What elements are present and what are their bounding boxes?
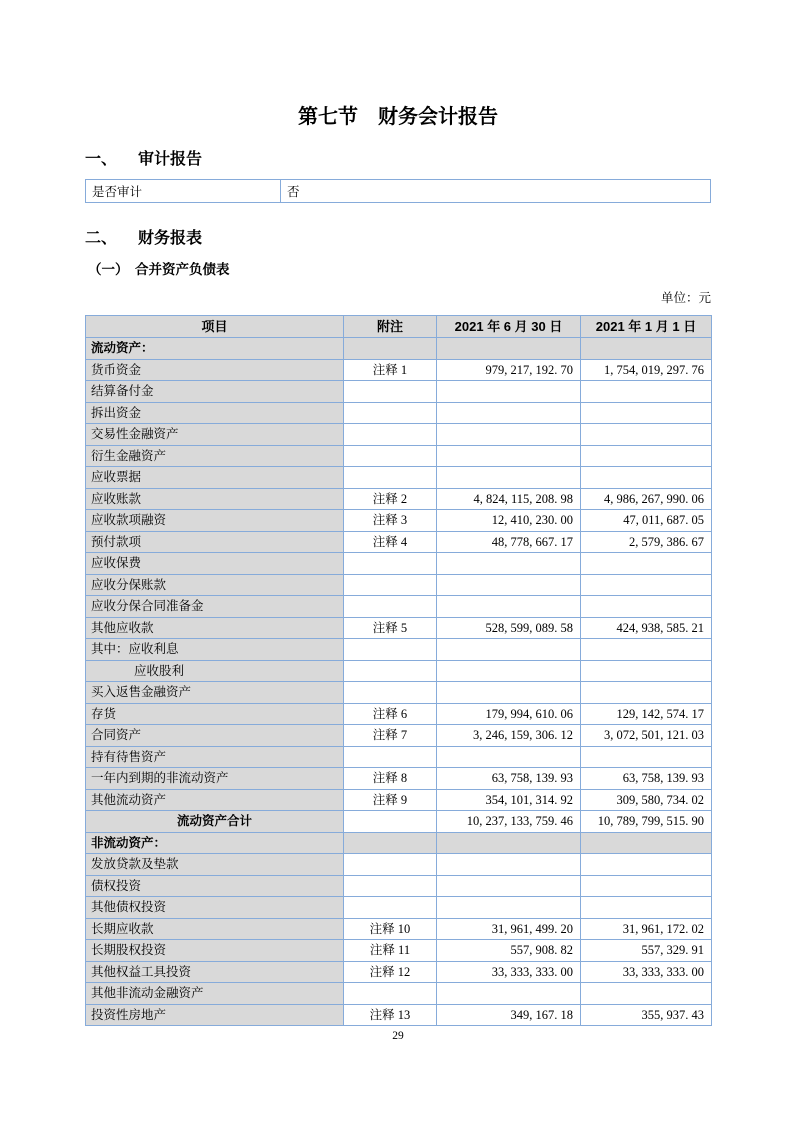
item-cell: 其他权益工具投资	[86, 961, 344, 983]
value-prior-cell: 1, 754, 019, 297. 76	[581, 359, 712, 381]
table-row	[86, 617, 712, 639]
page-number: 29	[392, 1030, 404, 1042]
table-row	[86, 424, 712, 446]
value-prior-cell: 424, 938, 585. 21	[581, 617, 712, 639]
value-current-cell	[437, 402, 581, 424]
note-cell	[344, 875, 437, 897]
value-current-cell: 179, 994, 610. 06	[437, 703, 581, 725]
table-row	[86, 961, 712, 983]
note-cell	[344, 660, 437, 682]
value-prior-cell	[581, 875, 712, 897]
table-row	[86, 510, 712, 532]
item-cell: 合同资产	[86, 725, 344, 747]
balance-sheet-table	[85, 315, 712, 1026]
value-prior-cell: 557, 329. 91	[581, 940, 712, 962]
item-cell: 应收保费	[86, 553, 344, 575]
heading-statements-number: 二、	[85, 230, 118, 247]
value-prior-cell	[581, 338, 712, 360]
heading-audit-number: 一、	[85, 151, 118, 168]
table-row	[86, 180, 711, 203]
value-prior-cell	[581, 682, 712, 704]
table-row	[86, 467, 712, 489]
table-row	[86, 768, 712, 790]
value-prior-cell	[581, 574, 712, 596]
value-current-cell	[437, 424, 581, 446]
note-cell: 注释 7	[344, 725, 437, 747]
page-title	[85, 0, 711, 130]
table-row	[86, 381, 712, 403]
item-cell: 其他应收款	[86, 617, 344, 639]
value-prior-cell	[581, 983, 712, 1005]
item-cell: 应收账款	[86, 488, 344, 510]
value-prior-cell	[581, 660, 712, 682]
table-row	[86, 682, 712, 704]
note-cell	[344, 445, 437, 467]
value-prior-cell	[581, 553, 712, 575]
item-cell: 投资性房地产	[86, 1004, 344, 1026]
heading-statements-label: 财务报表	[138, 230, 203, 247]
value-prior-cell: 309, 580, 734. 02	[581, 789, 712, 811]
column-header-date-prior: 2021 年 1 月 1 日	[581, 316, 712, 338]
column-header-date-current: 2021 年 6 月 30 日	[437, 316, 581, 338]
item-cell: 非流动资产：	[86, 832, 344, 854]
item-cell: 应收票据	[86, 467, 344, 489]
value-current-cell: 354, 101, 314. 92	[437, 789, 581, 811]
note-cell: 注释 13	[344, 1004, 437, 1026]
item-cell: 结算备付金	[86, 381, 344, 403]
item-cell: 交易性金融资产	[86, 424, 344, 446]
note-cell	[344, 596, 437, 618]
table-row	[86, 1004, 712, 1026]
note-cell: 注释 6	[344, 703, 437, 725]
table-row	[86, 897, 712, 919]
item-cell: 其他非流动金融资产	[86, 983, 344, 1005]
note-cell	[344, 424, 437, 446]
value-current-cell	[437, 660, 581, 682]
value-current-cell	[437, 875, 581, 897]
note-cell: 注释 4	[344, 531, 437, 553]
value-current-cell: 979, 217, 192. 70	[437, 359, 581, 381]
heading-audit-label: 审计报告	[138, 151, 203, 168]
value-prior-cell: 3, 072, 501, 121. 03	[581, 725, 712, 747]
value-current-cell: 10, 237, 133, 759. 46	[437, 811, 581, 833]
note-cell: 注释 10	[344, 918, 437, 940]
table-row	[86, 703, 712, 725]
heading-financial-statements	[85, 230, 711, 248]
value-current-cell: 31, 961, 499. 20	[437, 918, 581, 940]
value-current-cell: 528, 599, 089. 58	[437, 617, 581, 639]
value-prior-cell: 47, 011, 687. 05	[581, 510, 712, 532]
value-prior-cell: 4, 986, 267, 990. 06	[581, 488, 712, 510]
table-row	[86, 359, 712, 381]
item-cell: 应收股利	[86, 660, 344, 682]
audit-question-cell: 是否审计	[86, 180, 281, 203]
value-prior-cell: 2, 579, 386. 67	[581, 531, 712, 553]
item-cell: 存货	[86, 703, 344, 725]
note-cell	[344, 381, 437, 403]
note-cell: 注释 12	[344, 961, 437, 983]
item-cell: 其他债权投资	[86, 897, 344, 919]
item-cell: 长期股权投资	[86, 940, 344, 962]
value-current-cell	[437, 639, 581, 661]
item-cell: 应收分保账款	[86, 574, 344, 596]
value-prior-cell: 10, 789, 799, 515. 90	[581, 811, 712, 833]
table-row	[86, 832, 712, 854]
value-current-cell	[437, 897, 581, 919]
value-prior-cell	[581, 596, 712, 618]
item-cell: 长期应收款	[86, 918, 344, 940]
note-cell	[344, 746, 437, 768]
item-cell: 衍生金融资产	[86, 445, 344, 467]
table-row	[86, 918, 712, 940]
value-current-cell: 3, 246, 159, 306. 12	[437, 725, 581, 747]
note-cell: 注释 9	[344, 789, 437, 811]
note-cell: 注释 2	[344, 488, 437, 510]
table-row	[86, 445, 712, 467]
table-row	[86, 488, 712, 510]
note-cell	[344, 854, 437, 876]
audit-table	[85, 179, 711, 203]
table-row	[86, 940, 712, 962]
value-current-cell	[437, 338, 581, 360]
section-title-text: 财务会计报告	[378, 106, 498, 128]
note-cell	[344, 402, 437, 424]
note-cell: 注释 11	[344, 940, 437, 962]
value-prior-cell: 63, 758, 139. 93	[581, 768, 712, 790]
item-cell: 债权投资	[86, 875, 344, 897]
table-row	[86, 596, 712, 618]
note-cell	[344, 811, 437, 833]
value-prior-cell: 355, 937. 43	[581, 1004, 712, 1026]
value-current-cell	[437, 445, 581, 467]
audit-answer-cell: 否	[281, 180, 711, 203]
value-prior-cell	[581, 467, 712, 489]
value-current-cell: 63, 758, 139. 93	[437, 768, 581, 790]
item-cell: 持有待售资产	[86, 746, 344, 768]
note-cell: 注释 8	[344, 768, 437, 790]
note-cell	[344, 983, 437, 1005]
heading-balance-label: 合并资产负债表	[135, 262, 230, 277]
table-row	[86, 402, 712, 424]
value-current-cell	[437, 854, 581, 876]
note-cell	[344, 338, 437, 360]
table-row	[86, 746, 712, 768]
table-row	[86, 660, 712, 682]
table-row	[86, 531, 712, 553]
heading-audit-report	[85, 151, 711, 169]
value-current-cell	[437, 574, 581, 596]
note-cell	[344, 832, 437, 854]
note-cell: 注释 1	[344, 359, 437, 381]
table-row	[86, 854, 712, 876]
value-prior-cell: 31, 961, 172. 02	[581, 918, 712, 940]
value-prior-cell: 129, 142, 574. 17	[581, 703, 712, 725]
value-current-cell	[437, 596, 581, 618]
item-cell: 一年内到期的非流动资产	[86, 768, 344, 790]
section-number: 第七节	[298, 106, 358, 128]
item-cell: 发放贷款及垫款	[86, 854, 344, 876]
heading-consolidated-balance-sheet	[85, 262, 711, 278]
value-current-cell	[437, 467, 581, 489]
table-row	[86, 338, 712, 360]
table-row	[86, 639, 712, 661]
note-cell	[344, 682, 437, 704]
table-row	[86, 811, 712, 833]
value-current-cell	[437, 983, 581, 1005]
item-cell: 货币资金	[86, 359, 344, 381]
note-cell	[344, 639, 437, 661]
table-row	[86, 875, 712, 897]
note-cell: 注释 5	[344, 617, 437, 639]
value-prior-cell	[581, 445, 712, 467]
table-row	[86, 553, 712, 575]
header-row	[86, 316, 712, 338]
value-prior-cell	[581, 854, 712, 876]
item-cell: 其他流动资产	[86, 789, 344, 811]
value-current-cell: 12, 410, 230. 00	[437, 510, 581, 532]
value-prior-cell	[581, 402, 712, 424]
column-header-note: 附注	[344, 316, 437, 338]
value-prior-cell: 33, 333, 333. 00	[581, 961, 712, 983]
table-row	[86, 725, 712, 747]
value-prior-cell	[581, 381, 712, 403]
table-row	[86, 789, 712, 811]
item-cell: 应收款项融资	[86, 510, 344, 532]
value-prior-cell	[581, 424, 712, 446]
item-cell: 流动资产合计	[86, 811, 344, 833]
value-current-cell: 557, 908. 82	[437, 940, 581, 962]
item-cell: 其中：应收利息	[86, 639, 344, 661]
value-prior-cell	[581, 639, 712, 661]
balance-sheet-body	[86, 338, 712, 1026]
item-cell: 应收分保合同准备金	[86, 596, 344, 618]
note-cell: 注释 3	[344, 510, 437, 532]
table-row	[86, 574, 712, 596]
value-current-cell: 33, 333, 333. 00	[437, 961, 581, 983]
value-current-cell	[437, 553, 581, 575]
note-cell	[344, 553, 437, 575]
value-current-cell: 4, 824, 115, 208. 98	[437, 488, 581, 510]
value-current-cell: 48, 778, 667. 17	[437, 531, 581, 553]
value-current-cell: 349, 167. 18	[437, 1004, 581, 1026]
value-prior-cell	[581, 746, 712, 768]
unit-label: 单位：元	[660, 291, 711, 305]
value-current-cell	[437, 832, 581, 854]
column-header-item: 项目	[86, 316, 344, 338]
item-cell: 拆出资金	[86, 402, 344, 424]
item-cell: 预付款项	[86, 531, 344, 553]
value-prior-cell	[581, 832, 712, 854]
value-current-cell	[437, 746, 581, 768]
item-cell: 买入返售金融资产	[86, 682, 344, 704]
value-prior-cell	[581, 897, 712, 919]
heading-balance-number: （一）	[88, 262, 129, 277]
document-content	[85, 0, 711, 1043]
note-cell	[344, 467, 437, 489]
note-cell	[344, 574, 437, 596]
value-current-cell	[437, 682, 581, 704]
item-cell: 流动资产：	[86, 338, 344, 360]
note-cell	[344, 897, 437, 919]
value-current-cell	[437, 381, 581, 403]
table-row	[86, 983, 712, 1005]
